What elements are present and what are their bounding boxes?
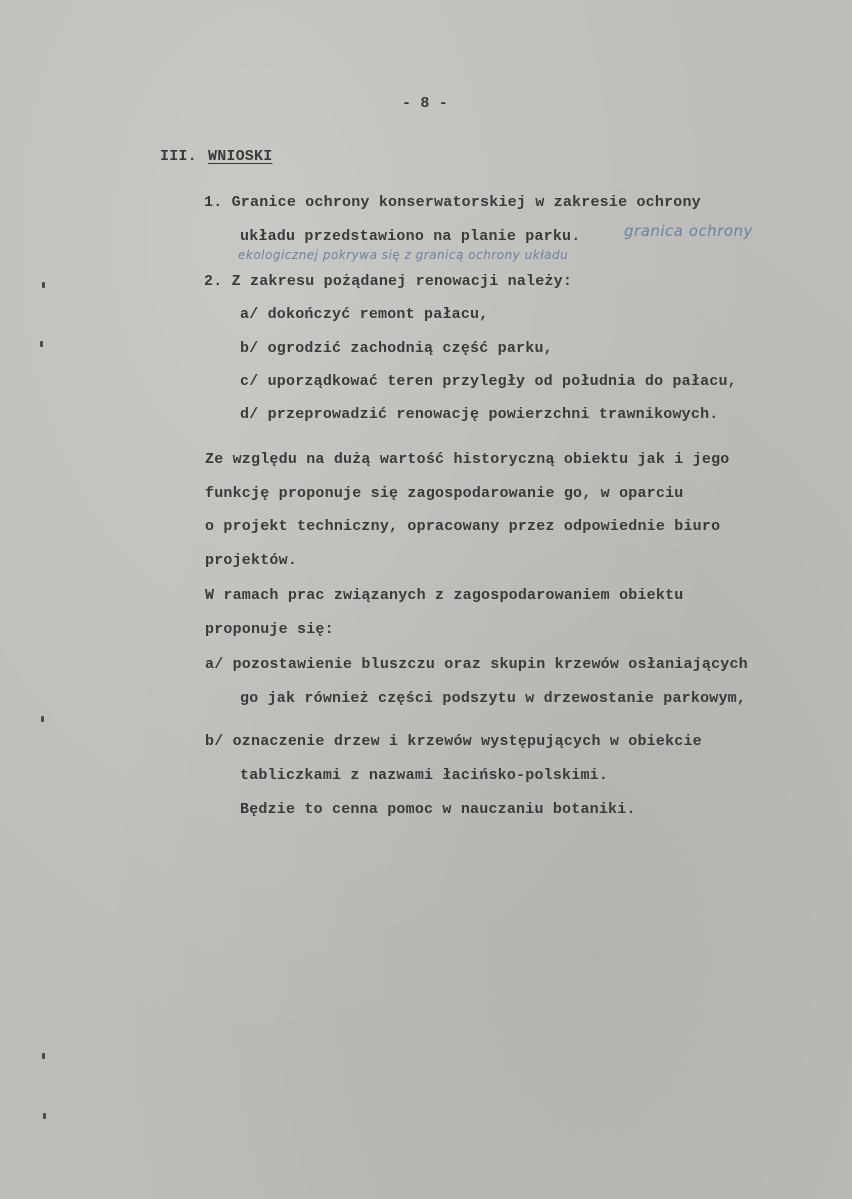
section-numeral: III. — [160, 148, 197, 165]
item2-point-a: a/ dokończyć remont pałacu, — [240, 306, 489, 323]
proposal-a-line1: a/ pozostawienie bluszczu oraz skupin krzewów osłaniających — [205, 656, 748, 673]
para2-line2: proponuje się: — [205, 621, 334, 638]
item1-line2: układu przedstawiono na planie parku. — [240, 228, 581, 245]
para1-line1: Ze względu na dużą wartość historyczną obiektu jak i jego — [205, 451, 730, 468]
para1-line3: o projekt techniczny, opracowany przez odpowiednie biuro — [205, 518, 721, 535]
proposal-b-line1: b/ oznaczenie drzew i krzewów występujących w obiekcie — [205, 733, 702, 750]
item2-point-c: c/ uporządkować teren przyległy od południa do pałacu, — [240, 373, 737, 390]
section-title: WNIOSKI — [208, 148, 273, 165]
handwritten-note-b: ekologicznej pokrywa się z granicą ochrony układu — [238, 248, 569, 262]
item2-point-b: b/ ogrodzić zachodnią część parku, — [240, 340, 553, 357]
handwritten-note-a: granica ochrony — [624, 222, 753, 240]
page-number: - 8 - — [402, 95, 449, 112]
proposal-b-line2: tabliczkami z nazwami łacińsko-polskimi. — [240, 767, 609, 784]
margin-mark — [43, 1113, 46, 1119]
item1-line1: 1. Granice ochrony konserwatorskiej w zakresie ochrony — [204, 194, 701, 211]
item2-point-d: d/ przeprowadzić renowację powierzchni trawnikowych. — [240, 406, 719, 423]
proposal-a-line2: go jak również części podszytu w drzewostanie parkowym, — [240, 690, 747, 707]
para2-line1: W ramach prac związanych z zagospodarowaniem obiektu — [205, 587, 684, 604]
item2-heading: 2. Z zakresu pożądanej renowacji należy: — [204, 273, 573, 290]
margin-mark — [41, 716, 44, 722]
margin-mark — [40, 341, 43, 347]
para1-line2: funkcję proponuje się zagospodarowanie go, w oparciu — [205, 485, 684, 502]
margin-mark — [42, 1053, 45, 1059]
proposal-b-line3: Będzie to cenna pomoc w nauczaniu botaniki. — [240, 801, 636, 818]
para1-line4: projektów. — [205, 552, 298, 569]
margin-mark — [42, 282, 45, 288]
